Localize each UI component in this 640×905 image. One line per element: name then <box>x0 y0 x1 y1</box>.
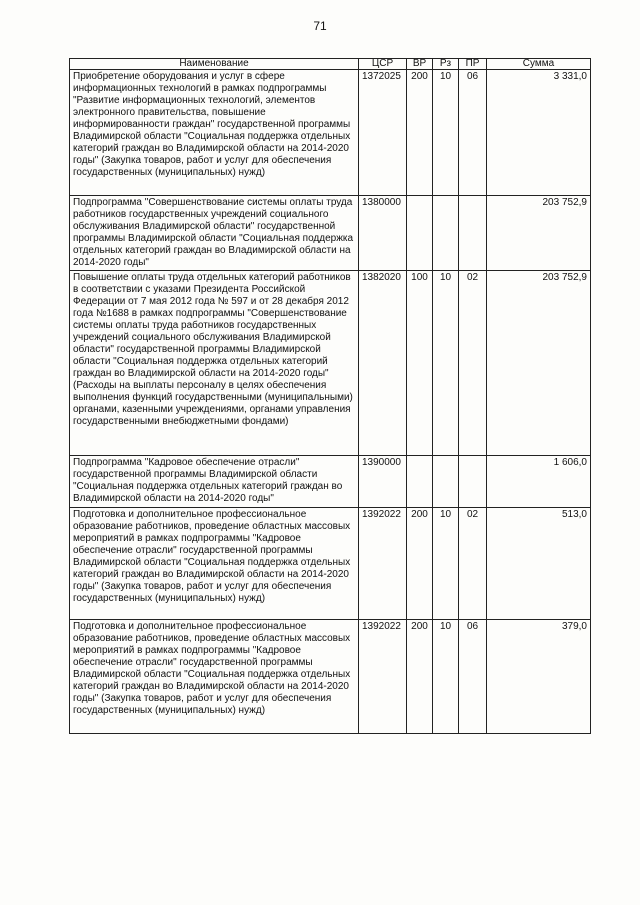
row-csr: 1392022 <box>359 620 407 734</box>
row-sum: 379,0 <box>487 620 591 734</box>
row-name: Приобретение оборудования и услуг в сфере информационных технологий в рамках подпрограммы "Развитие информационных технологий, элементов электронного правительства, повышение информированности граждан" государственной программы Владимирской области "Социальная поддержка отдельных категорий граждан во Владимирской области на 2014-2020 годы" (Закупка товаров, работ и услуг для обеспечения государственных (муниципальных) нужд) <box>70 70 359 196</box>
row-name: Подготовка и дополнительное профессиональное образование работников, проведение областных массовых мероприятий в рамках подпрограммы "Кадровое обеспечение отрасли" государственной программы Владимирской области "Социальная поддержка отдельных категорий граждан во Владимирской области на 2014-2020 годы" (Закупка товаров, работ и услуг для обеспечения государственных (муниципальных) нужд) <box>70 620 359 734</box>
row-rz <box>433 196 459 271</box>
table-row <box>70 508 591 620</box>
header-sum: Сумма <box>487 59 591 70</box>
row-sum: 203 752,9 <box>487 271 591 456</box>
row-rz: 10 <box>433 508 459 620</box>
row-pr: 06 <box>459 70 487 196</box>
row-name: Повышение оплаты труда отдельных категорий работников в соответствии с указами Президента Российской Федерации от 7 мая 2012 года № 597 и от 28 декабря 2012 года №1688 в рамках подпрограммы "Совершенствование системы оплаты труда работников государственных учреждений социального обслуживания Владимирской области" государственной программы Владимирской области "Социальная поддержка отдельных категорий граждан во Владимирской области на 2014-2020 годы" (Расходы на выплаты персоналу в целях обеспечения выполнения функций государственными (муниципальными) органами, казенными учреждениями, органами управления государственными внебюджетными фондами) <box>70 271 359 456</box>
table-row <box>70 456 591 508</box>
row-csr: 1390000 <box>359 456 407 508</box>
row-pr: 06 <box>459 620 487 734</box>
row-sum: 203 752,9 <box>487 196 591 271</box>
row-rz: 10 <box>433 271 459 456</box>
row-vr: 200 <box>407 70 433 196</box>
row-sum: 3 331,0 <box>487 70 591 196</box>
header-rz: Рз <box>433 59 459 70</box>
row-pr <box>459 196 487 271</box>
row-pr <box>459 456 487 508</box>
row-csr: 1382020 <box>359 271 407 456</box>
table-row <box>70 70 591 196</box>
budget-table <box>69 58 591 734</box>
row-csr: 1372025 <box>359 70 407 196</box>
page-number: 71 <box>313 19 327 33</box>
row-sum: 1 606,0 <box>487 456 591 508</box>
row-csr: 1380000 <box>359 196 407 271</box>
row-name: Подпрограмма "Кадровое обеспечение отрасли" государственной программы Владимирской области "Социальная поддержка отдельных категорий граждан во Владимирской области на 2014-2020 годы" <box>70 456 359 508</box>
table-row <box>70 196 591 271</box>
row-pr: 02 <box>459 508 487 620</box>
row-vr <box>407 196 433 271</box>
table-header-row <box>70 59 591 70</box>
table-row <box>70 620 591 734</box>
row-sum: 513,0 <box>487 508 591 620</box>
row-name: Подпрограмма "Совершенствование системы оплаты труда работников государственных учреждений социального обслуживания Владимирской области" государственной программы Владимирской области "Социальная поддержка отдельных категорий граждан во Владимирской области на 2014-2020 годы" <box>70 196 359 271</box>
table-row <box>70 271 591 456</box>
row-csr: 1392022 <box>359 508 407 620</box>
row-rz: 10 <box>433 620 459 734</box>
row-vr <box>407 456 433 508</box>
row-vr: 100 <box>407 271 433 456</box>
header-name: Наименование <box>70 59 359 70</box>
header-pr: ПР <box>459 59 487 70</box>
header-vr: ВР <box>407 59 433 70</box>
row-vr: 200 <box>407 508 433 620</box>
row-pr: 02 <box>459 271 487 456</box>
row-vr: 200 <box>407 620 433 734</box>
header-csr: ЦСР <box>359 59 407 70</box>
row-rz: 10 <box>433 70 459 196</box>
row-rz <box>433 456 459 508</box>
row-name: Подготовка и дополнительное профессиональное образование работников, проведение областных массовых мероприятий в рамках подпрограммы "Кадровое обеспечение отрасли" государственной программы Владимирской области "Социальная поддержка отдельных категорий граждан во Владимирской области на 2014-2020 годы" (Закупка товаров, работ и услуг для обеспечения государственных (муниципальных) нужд) <box>70 508 359 620</box>
